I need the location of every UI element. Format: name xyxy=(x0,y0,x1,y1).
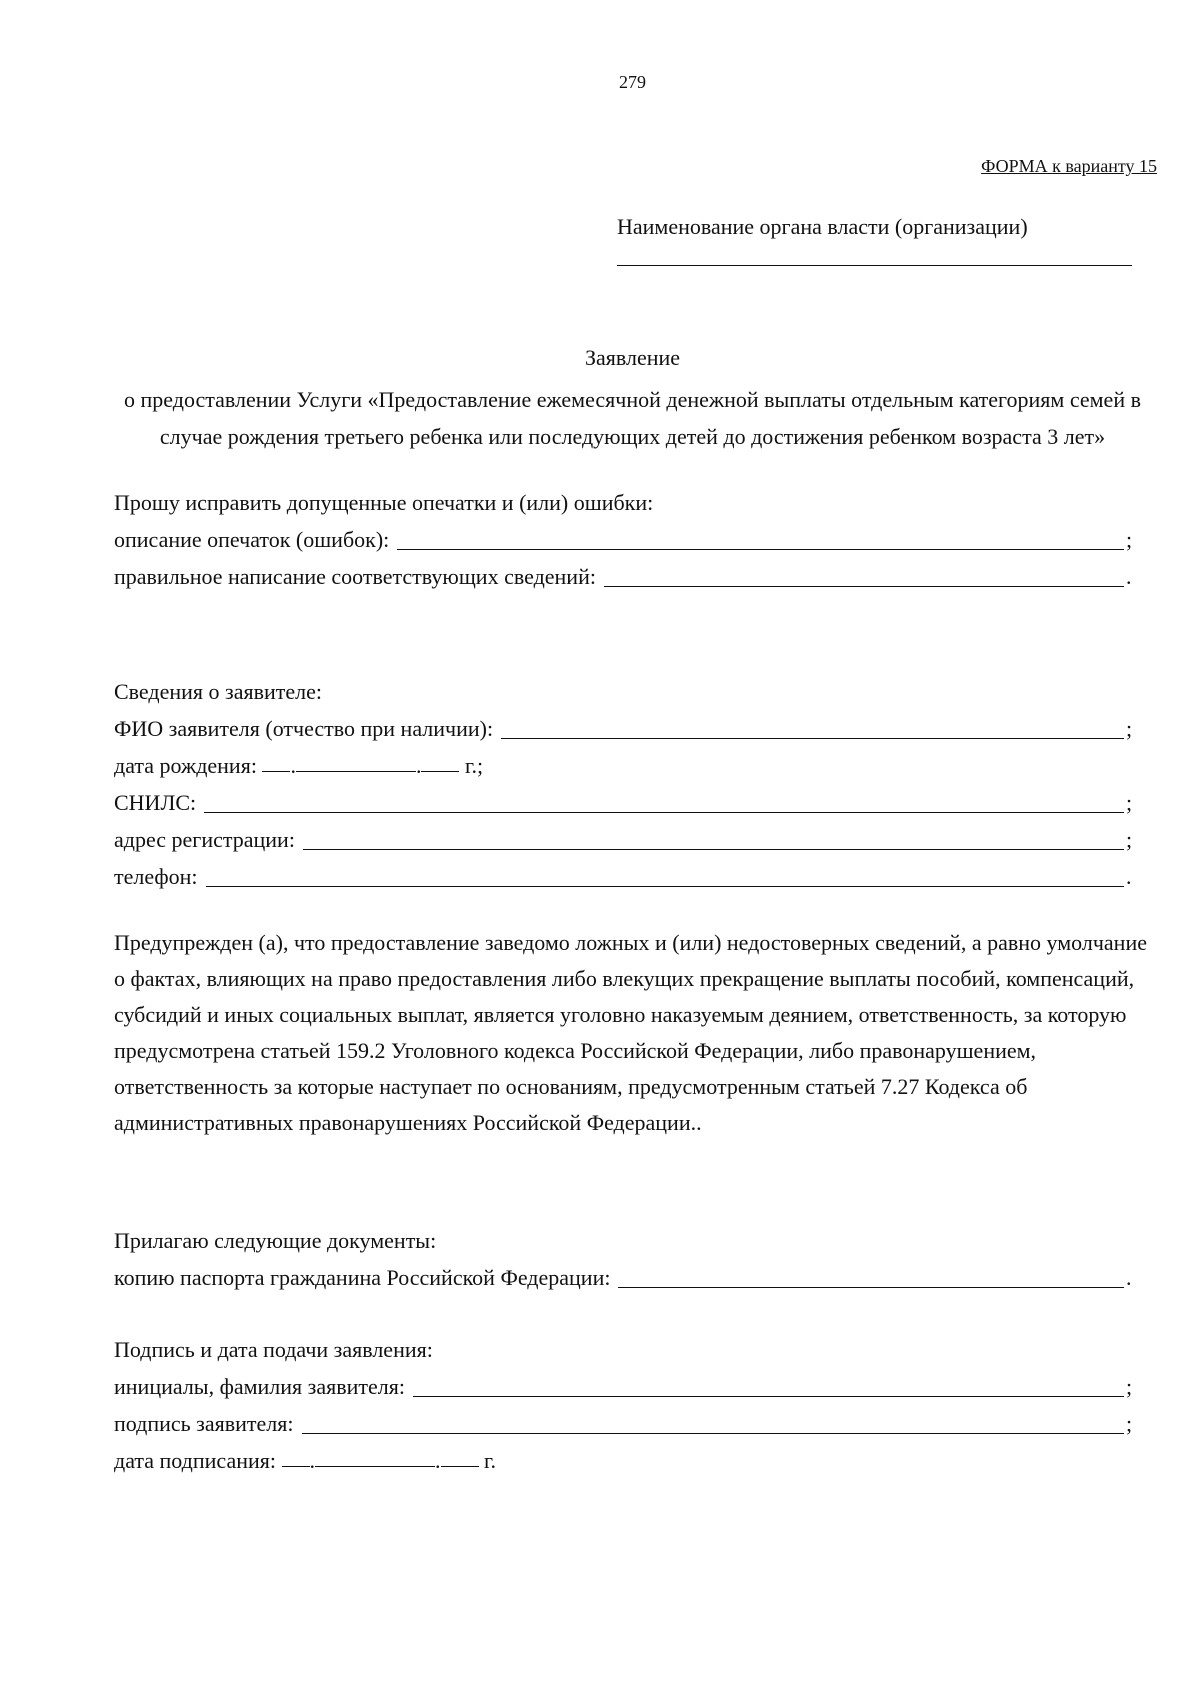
attachments-section xyxy=(114,1222,1136,1296)
document-title: Заявление xyxy=(584,345,681,370)
dob-day-field[interactable] xyxy=(262,771,290,772)
date-label: дата подписания: xyxy=(114,1448,276,1473)
date-sep-2: . xyxy=(435,1448,441,1473)
corrections-section xyxy=(114,484,1136,595)
address-label: адрес регистрации: xyxy=(114,827,295,852)
dob-year-field[interactable] xyxy=(421,771,459,772)
initials-label: инициалы, фамилия заявителя: xyxy=(114,1374,405,1399)
sign-end: ; xyxy=(1126,1411,1133,1436)
snils-field[interactable] xyxy=(204,812,1124,813)
snils-label: СНИЛС: xyxy=(114,790,197,815)
dob-suffix: г.; xyxy=(464,753,484,778)
date-day-field[interactable] xyxy=(282,1466,310,1467)
date-year-field[interactable] xyxy=(441,1466,479,1467)
errors-end: ; xyxy=(1126,527,1133,552)
authority-label: Наименование органа власти (организации) xyxy=(617,214,1028,239)
authority-field[interactable] xyxy=(617,265,1132,266)
corrections-heading: Прошу исправить допущенные опечатки и (или) ошибки: xyxy=(114,490,654,515)
passport-label: копию паспорта гражданина Российской Федерации: xyxy=(114,1265,611,1290)
address-field[interactable] xyxy=(303,849,1124,850)
applicant-section xyxy=(114,673,1136,895)
errors-field[interactable] xyxy=(397,549,1124,550)
correct-end: . xyxy=(1126,564,1132,589)
phone-field[interactable] xyxy=(206,886,1124,887)
warning-paragraph: Предупрежден (а), что предоставление заведомо ложных и (или) недостоверных сведений, а равно умолчание о фактах, влияющих на право предоставления либо влекущих прекращение выплаты пособий, компенсаций, субсидий и иных социальных выплат, является уголовно наказуемым деянием, ответственность, за которую предусмотрена статьей 159.2 Уголовного кодекса Российской Федерации, либо правонарушением, ответственность за которые наступает по основаниям, предусмотренным статьей 7.27 Кодекса об административных правонарушениях Российской Федерации.. xyxy=(114,930,1147,1135)
phone-end: . xyxy=(1126,864,1132,889)
document-subtitle: о предоставлении Услуги «Предоставление ежемесячной денежной выплаты отдельным категориям семей в случае рождения третьего ребенка или последующих детей до достижения ребенком возраста 3 лет» xyxy=(124,387,1141,449)
dob-sep-1: . xyxy=(290,753,296,778)
signature-heading: Подпись и дата подачи заявления: xyxy=(114,1337,433,1362)
initials-end: ; xyxy=(1126,1374,1133,1399)
date-suffix: г. xyxy=(484,1448,497,1473)
signature-section xyxy=(114,1331,1136,1479)
fio-label: ФИО заявителя (отчество при наличии): xyxy=(114,716,494,741)
dob-label: дата рождения: xyxy=(114,753,257,778)
attachments-heading: Прилагаю следующие документы: xyxy=(114,1228,437,1253)
form-reference: ФОРМА к варианту 15 xyxy=(981,156,1157,176)
errors-label: описание опечаток (ошибок): xyxy=(114,527,390,552)
date-month-field[interactable] xyxy=(315,1466,435,1467)
fio-field[interactable] xyxy=(501,738,1124,739)
dob-sep-2: . xyxy=(415,753,422,778)
phone-label: телефон: xyxy=(114,864,198,889)
correct-field[interactable] xyxy=(604,586,1124,587)
sign-field[interactable] xyxy=(302,1433,1124,1434)
correct-label: правильное написание соответствующих сведений: xyxy=(114,564,596,589)
snils-end: ; xyxy=(1126,790,1133,815)
sign-label: подпись заявителя: xyxy=(114,1411,294,1436)
page-number: 279 xyxy=(619,72,646,92)
passport-field[interactable] xyxy=(618,1287,1124,1288)
fio-end: ; xyxy=(1126,716,1133,741)
initials-field[interactable] xyxy=(413,1396,1124,1397)
applicant-heading: Сведения о заявителе: xyxy=(114,679,323,704)
passport-end: . xyxy=(1126,1265,1132,1290)
date-sep-1: . xyxy=(309,1448,315,1473)
dob-month-field[interactable] xyxy=(296,771,416,772)
address-end: ; xyxy=(1126,827,1133,852)
